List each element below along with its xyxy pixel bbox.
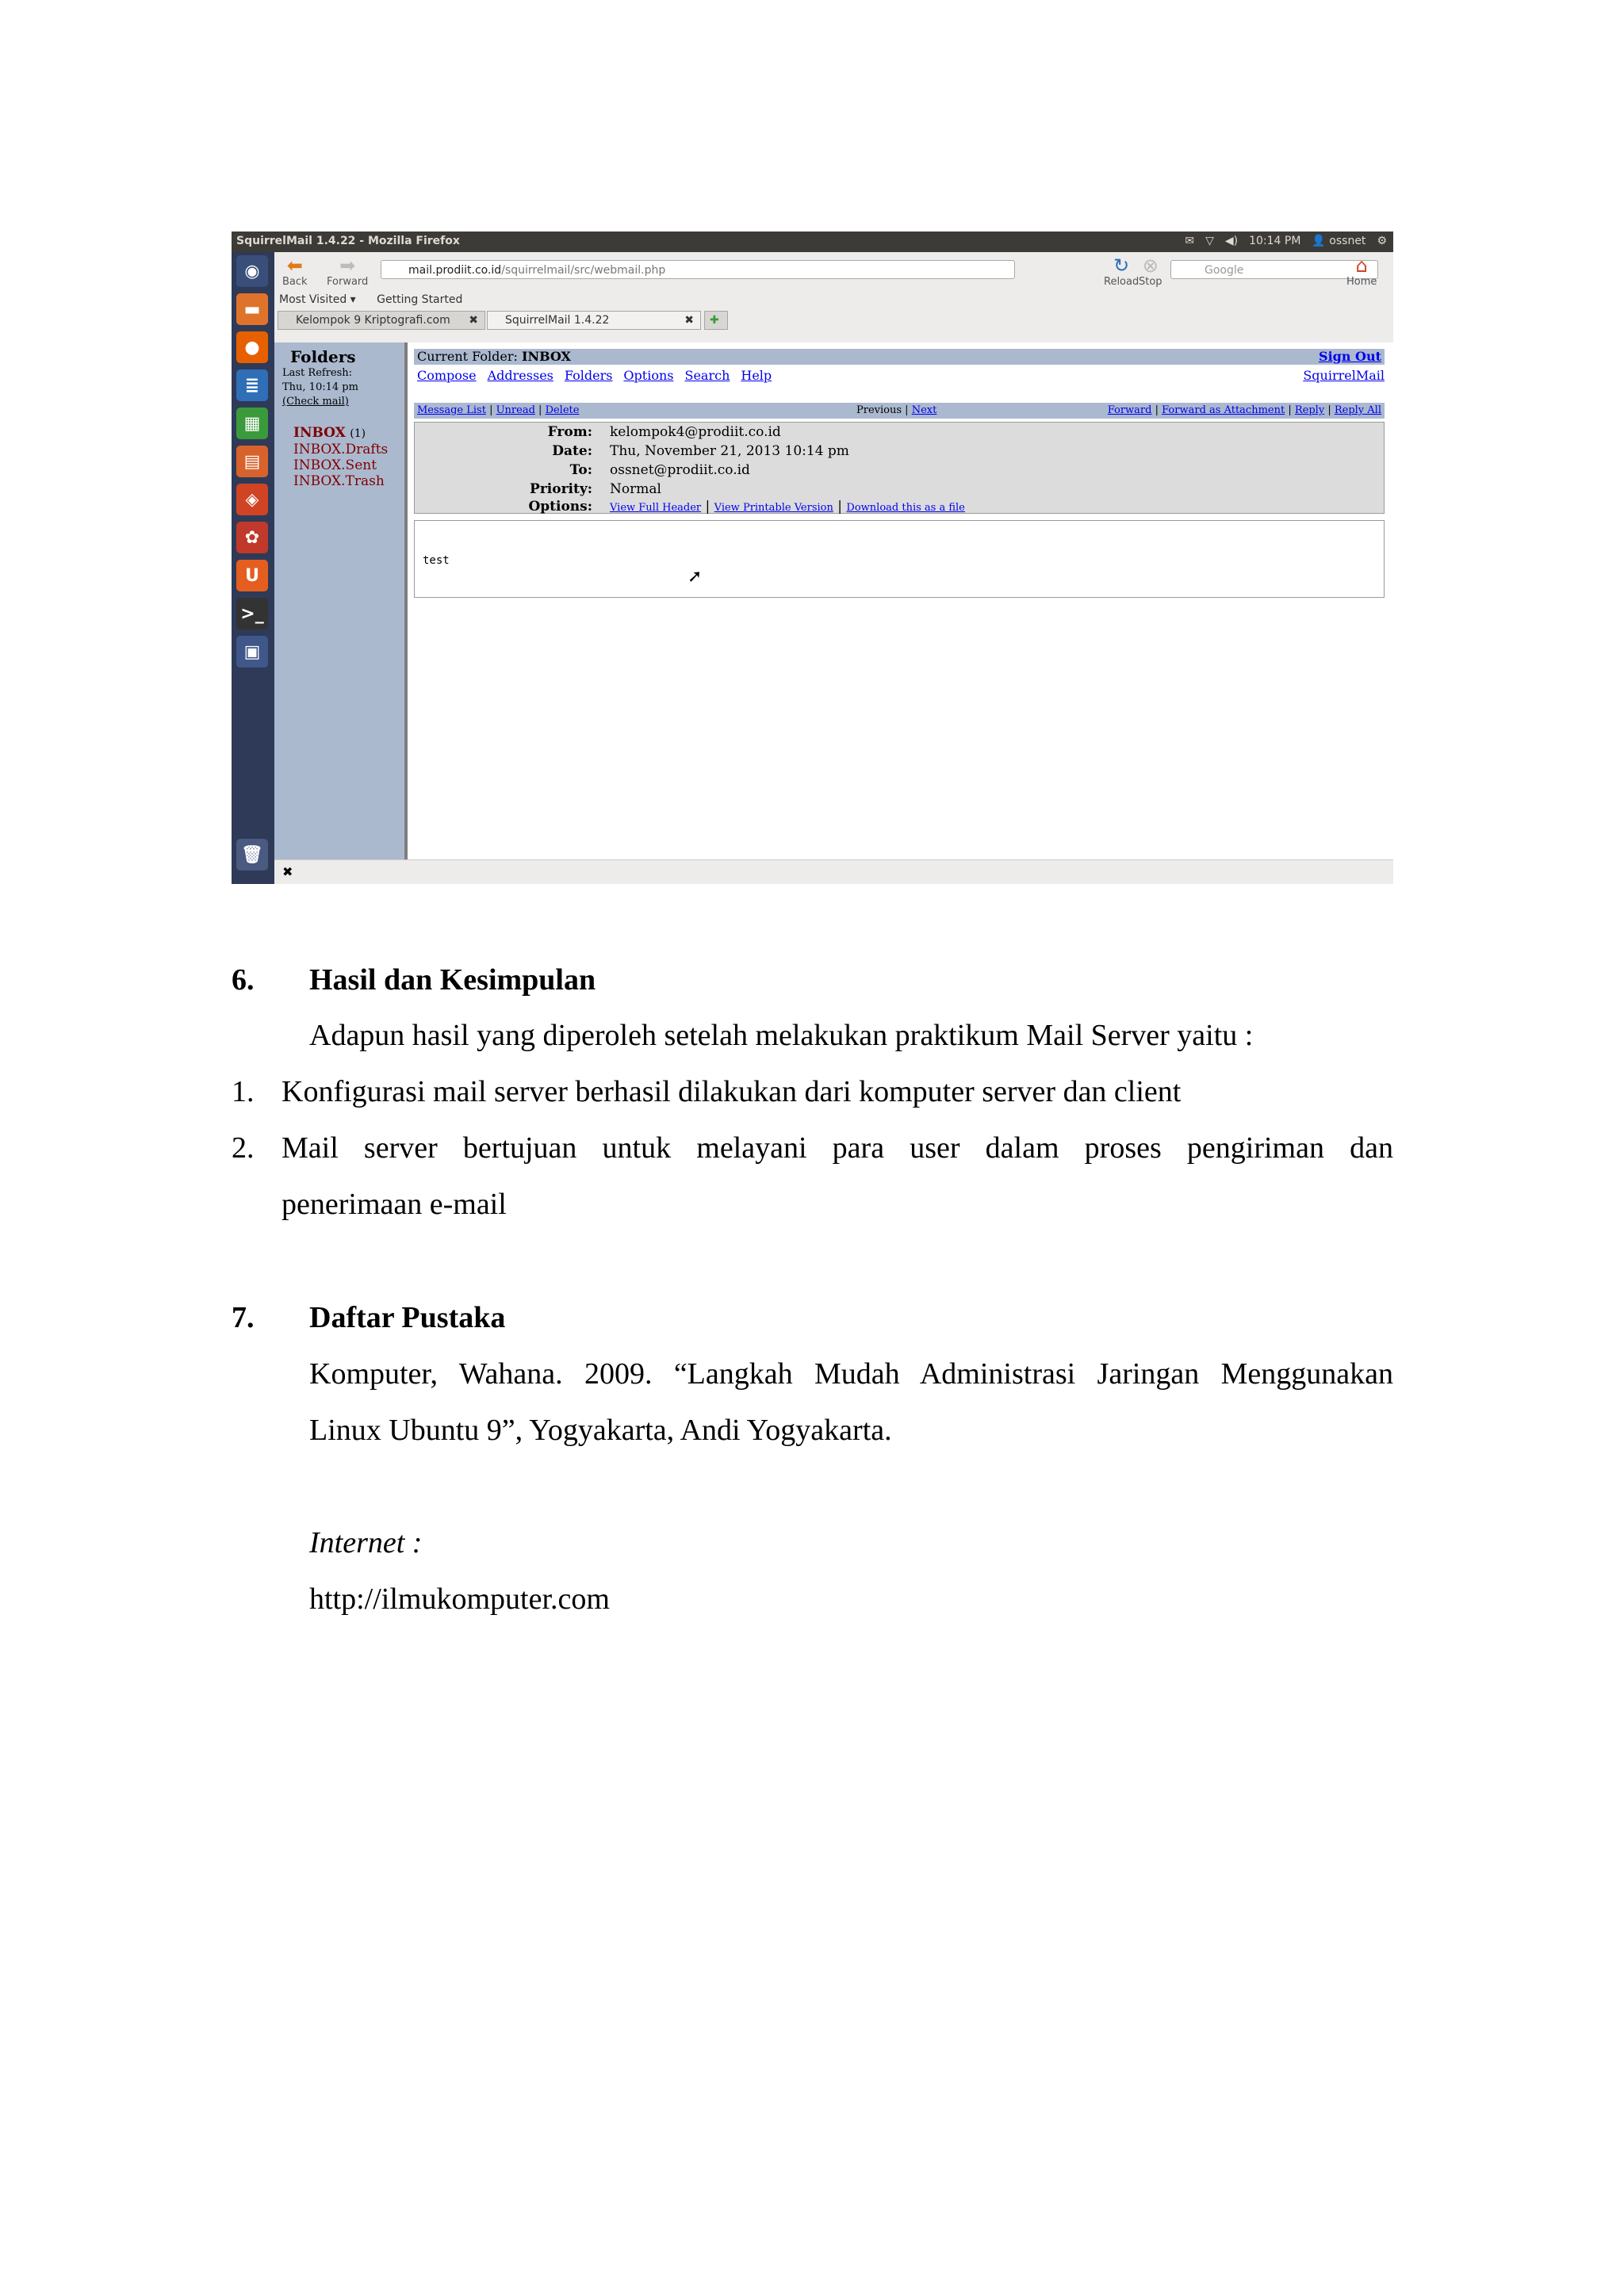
home-button[interactable]: ⌂ Home bbox=[1346, 254, 1377, 288]
compose-link[interactable]: Compose bbox=[417, 368, 477, 383]
message-body-text: test bbox=[423, 554, 450, 567]
check-mail-link[interactable]: (Check mail) bbox=[282, 396, 349, 408]
header-from: From: kelompok4@prodiit.co.id bbox=[547, 424, 781, 440]
ubuntu-launcher bbox=[232, 252, 274, 884]
reload-icon: ↻ bbox=[1113, 254, 1130, 277]
window-title: SquirrelMail 1.4.22 - Mozilla Firefox bbox=[236, 235, 460, 247]
message-body bbox=[414, 520, 1385, 598]
bookmark-most-visited[interactable]: Most Visited ▾ bbox=[279, 293, 356, 306]
unread-link[interactable]: Unread bbox=[496, 404, 535, 416]
workspace-icon[interactable]: ▣ bbox=[236, 636, 268, 668]
close-tab-icon[interactable]: ✖ bbox=[469, 314, 478, 327]
trash-icon[interactable]: 🗑 bbox=[236, 839, 268, 871]
header-to: To: ossnet@prodiit.co.id bbox=[569, 462, 750, 478]
list-number-2: 2. bbox=[232, 1131, 255, 1165]
addresses-link[interactable]: Addresses bbox=[487, 368, 553, 383]
reload-button[interactable]: ↻ Reload bbox=[1104, 254, 1139, 288]
window-titlebar bbox=[232, 232, 1393, 252]
reply-all-link[interactable]: Reply All bbox=[1334, 404, 1381, 416]
list-item-2-line1: Mail server bertujuan untuk melayani para user dalam proses pengiriman dan bbox=[282, 1131, 1393, 1165]
reference-line2: Linux Ubuntu 9”, Yogyakarta, Andi Yogyakarta. bbox=[309, 1414, 892, 1447]
folders-title: Folders bbox=[290, 347, 356, 366]
network-icon[interactable]: ▽ bbox=[1205, 235, 1214, 247]
folder-sent[interactable]: INBOX.Sent bbox=[293, 457, 377, 473]
section7-number: 7. bbox=[232, 1301, 255, 1334]
clock[interactable]: 10:14 PM bbox=[1249, 235, 1301, 247]
help-link[interactable]: Help bbox=[741, 368, 772, 383]
software-center-icon[interactable]: ◈ bbox=[236, 484, 268, 515]
section6-number: 6. bbox=[232, 963, 255, 997]
ubuntu-one-icon[interactable]: U bbox=[236, 560, 268, 591]
terminal-icon[interactable]: >_ bbox=[236, 598, 268, 629]
mouse-cursor-icon: ➚ bbox=[688, 567, 703, 587]
view-full-header-link[interactable]: View Full Header bbox=[610, 502, 702, 514]
folder-trash[interactable]: INBOX.Trash bbox=[293, 473, 385, 489]
internet-label: Internet : bbox=[309, 1526, 423, 1559]
forward-link[interactable]: Forward bbox=[1107, 404, 1152, 416]
close-addon-bar-icon[interactable]: ✖ bbox=[282, 864, 293, 879]
current-folder-bar: Current Folder: INBOX Sign Out bbox=[414, 349, 1385, 365]
settings-icon[interactable]: ✿ bbox=[236, 522, 268, 553]
search-link[interactable]: Search bbox=[684, 368, 730, 383]
gear-icon[interactable]: ⚙ bbox=[1377, 235, 1387, 247]
list-item-1: Konfigurasi mail server berhasil dilakukan dari komputer server dan client bbox=[282, 1075, 1182, 1108]
download-file-link[interactable]: Download this as a file bbox=[846, 502, 965, 514]
bookmarks-bar bbox=[279, 293, 480, 306]
back-arrow-icon: ⬅ bbox=[286, 254, 303, 277]
squirrelmail-link[interactable]: SquirrelMail bbox=[1303, 368, 1385, 383]
tab-kelompok9[interactable]: Kelompok 9 Kriptografi.com ✖ bbox=[278, 311, 485, 330]
user-name: ossnet bbox=[1329, 235, 1366, 247]
delete-link[interactable]: Delete bbox=[545, 404, 580, 416]
embedded-screenshot bbox=[232, 232, 1393, 884]
reply-link[interactable]: Reply bbox=[1294, 404, 1325, 416]
dash-icon[interactable]: ◉ bbox=[236, 255, 268, 287]
new-tab-button[interactable]: ✚ bbox=[704, 311, 728, 330]
list-number-1: 1. bbox=[232, 1075, 255, 1108]
user-icon[interactable]: 👤 ossnet bbox=[1312, 235, 1366, 247]
header-date: Date: Thu, November 21, 2013 10:14 pm bbox=[552, 443, 849, 459]
sign-out-link[interactable]: Sign Out bbox=[1319, 349, 1381, 364]
firefox-toolbar bbox=[274, 252, 1393, 342]
section6-title: Hasil dan Kesimpulan bbox=[309, 963, 596, 997]
volume-icon[interactable]: ◀) bbox=[1224, 235, 1239, 247]
firefox-addon-bar bbox=[274, 859, 1393, 884]
section6-intro: Adapun hasil yang diperoleh setelah melakukan praktikum Mail Server yaitu : bbox=[309, 1019, 1254, 1052]
next-link[interactable]: Next bbox=[911, 404, 937, 416]
list-item-2-line2: penerimaan e-mail bbox=[282, 1188, 507, 1221]
close-tab-icon[interactable]: ✖ bbox=[684, 314, 694, 327]
calc-icon[interactable]: ▦ bbox=[236, 408, 268, 439]
message-actions-bar: Message List | Unread | Delete Previous | Next Forward | Forward as Attachment | Reply | Reply All bbox=[414, 403, 1385, 419]
firefox-icon[interactable]: ● bbox=[236, 331, 268, 363]
search-input[interactable]: Google bbox=[1170, 260, 1378, 279]
stop-button[interactable]: ⊗ Stop bbox=[1139, 254, 1162, 288]
stop-icon: ⊗ bbox=[1142, 254, 1159, 277]
header-options: Options: View Full Header | View Printable Version | Download this as a file bbox=[528, 499, 965, 515]
main-menu bbox=[417, 368, 1385, 383]
header-priority: Priority: Normal bbox=[530, 481, 661, 497]
files-icon[interactable]: ▬ bbox=[236, 293, 268, 325]
folders-link[interactable]: Folders bbox=[564, 368, 613, 383]
section7-title: Daftar Pustaka bbox=[309, 1301, 506, 1334]
options-link[interactable]: Options bbox=[623, 368, 674, 383]
impress-icon[interactable]: ▤ bbox=[236, 446, 268, 477]
message-view bbox=[408, 342, 1393, 859]
bookmark-getting-started[interactable]: Getting Started bbox=[377, 293, 463, 306]
internet-url: http://ilmukomputer.com bbox=[309, 1582, 610, 1616]
view-printable-link[interactable]: View Printable Version bbox=[714, 502, 833, 514]
folders-sidebar: Folders Last Refresh: Thu, 10:14 pm (Check mail) INBOX (1) INBOX.Drafts INBOX.Sent INBOX.Trash bbox=[274, 342, 404, 859]
forward-button[interactable]: ➡ Forward bbox=[327, 254, 369, 288]
back-button[interactable]: ⬅ Back bbox=[282, 254, 308, 288]
url-bar[interactable]: mail.prodiit.co.id/squirrelmail/src/webmail.php bbox=[381, 260, 1015, 279]
forward-attachment-link[interactable]: Forward as Attachment bbox=[1162, 404, 1285, 416]
writer-icon[interactable]: ≣ bbox=[236, 369, 268, 401]
folder-list bbox=[293, 425, 388, 489]
folder-inbox[interactable]: INBOX (1) bbox=[293, 425, 366, 441]
message-list-link[interactable]: Message List bbox=[417, 404, 486, 416]
reference-line1: Komputer, Wahana. 2009. “Langkah Mudah Administrasi Jaringan Menggunakan bbox=[309, 1357, 1393, 1391]
forward-arrow-icon: ➡ bbox=[339, 254, 356, 277]
home-icon: ⌂ bbox=[1355, 254, 1368, 277]
folder-drafts[interactable]: INBOX.Drafts bbox=[293, 442, 389, 457]
message-headers bbox=[414, 422, 1385, 514]
mail-icon[interactable]: ✉ bbox=[1185, 235, 1195, 247]
tab-squirrelmail[interactable]: SquirrelMail 1.4.22 ✖ bbox=[487, 311, 701, 330]
previous-label: Previous bbox=[856, 404, 902, 416]
